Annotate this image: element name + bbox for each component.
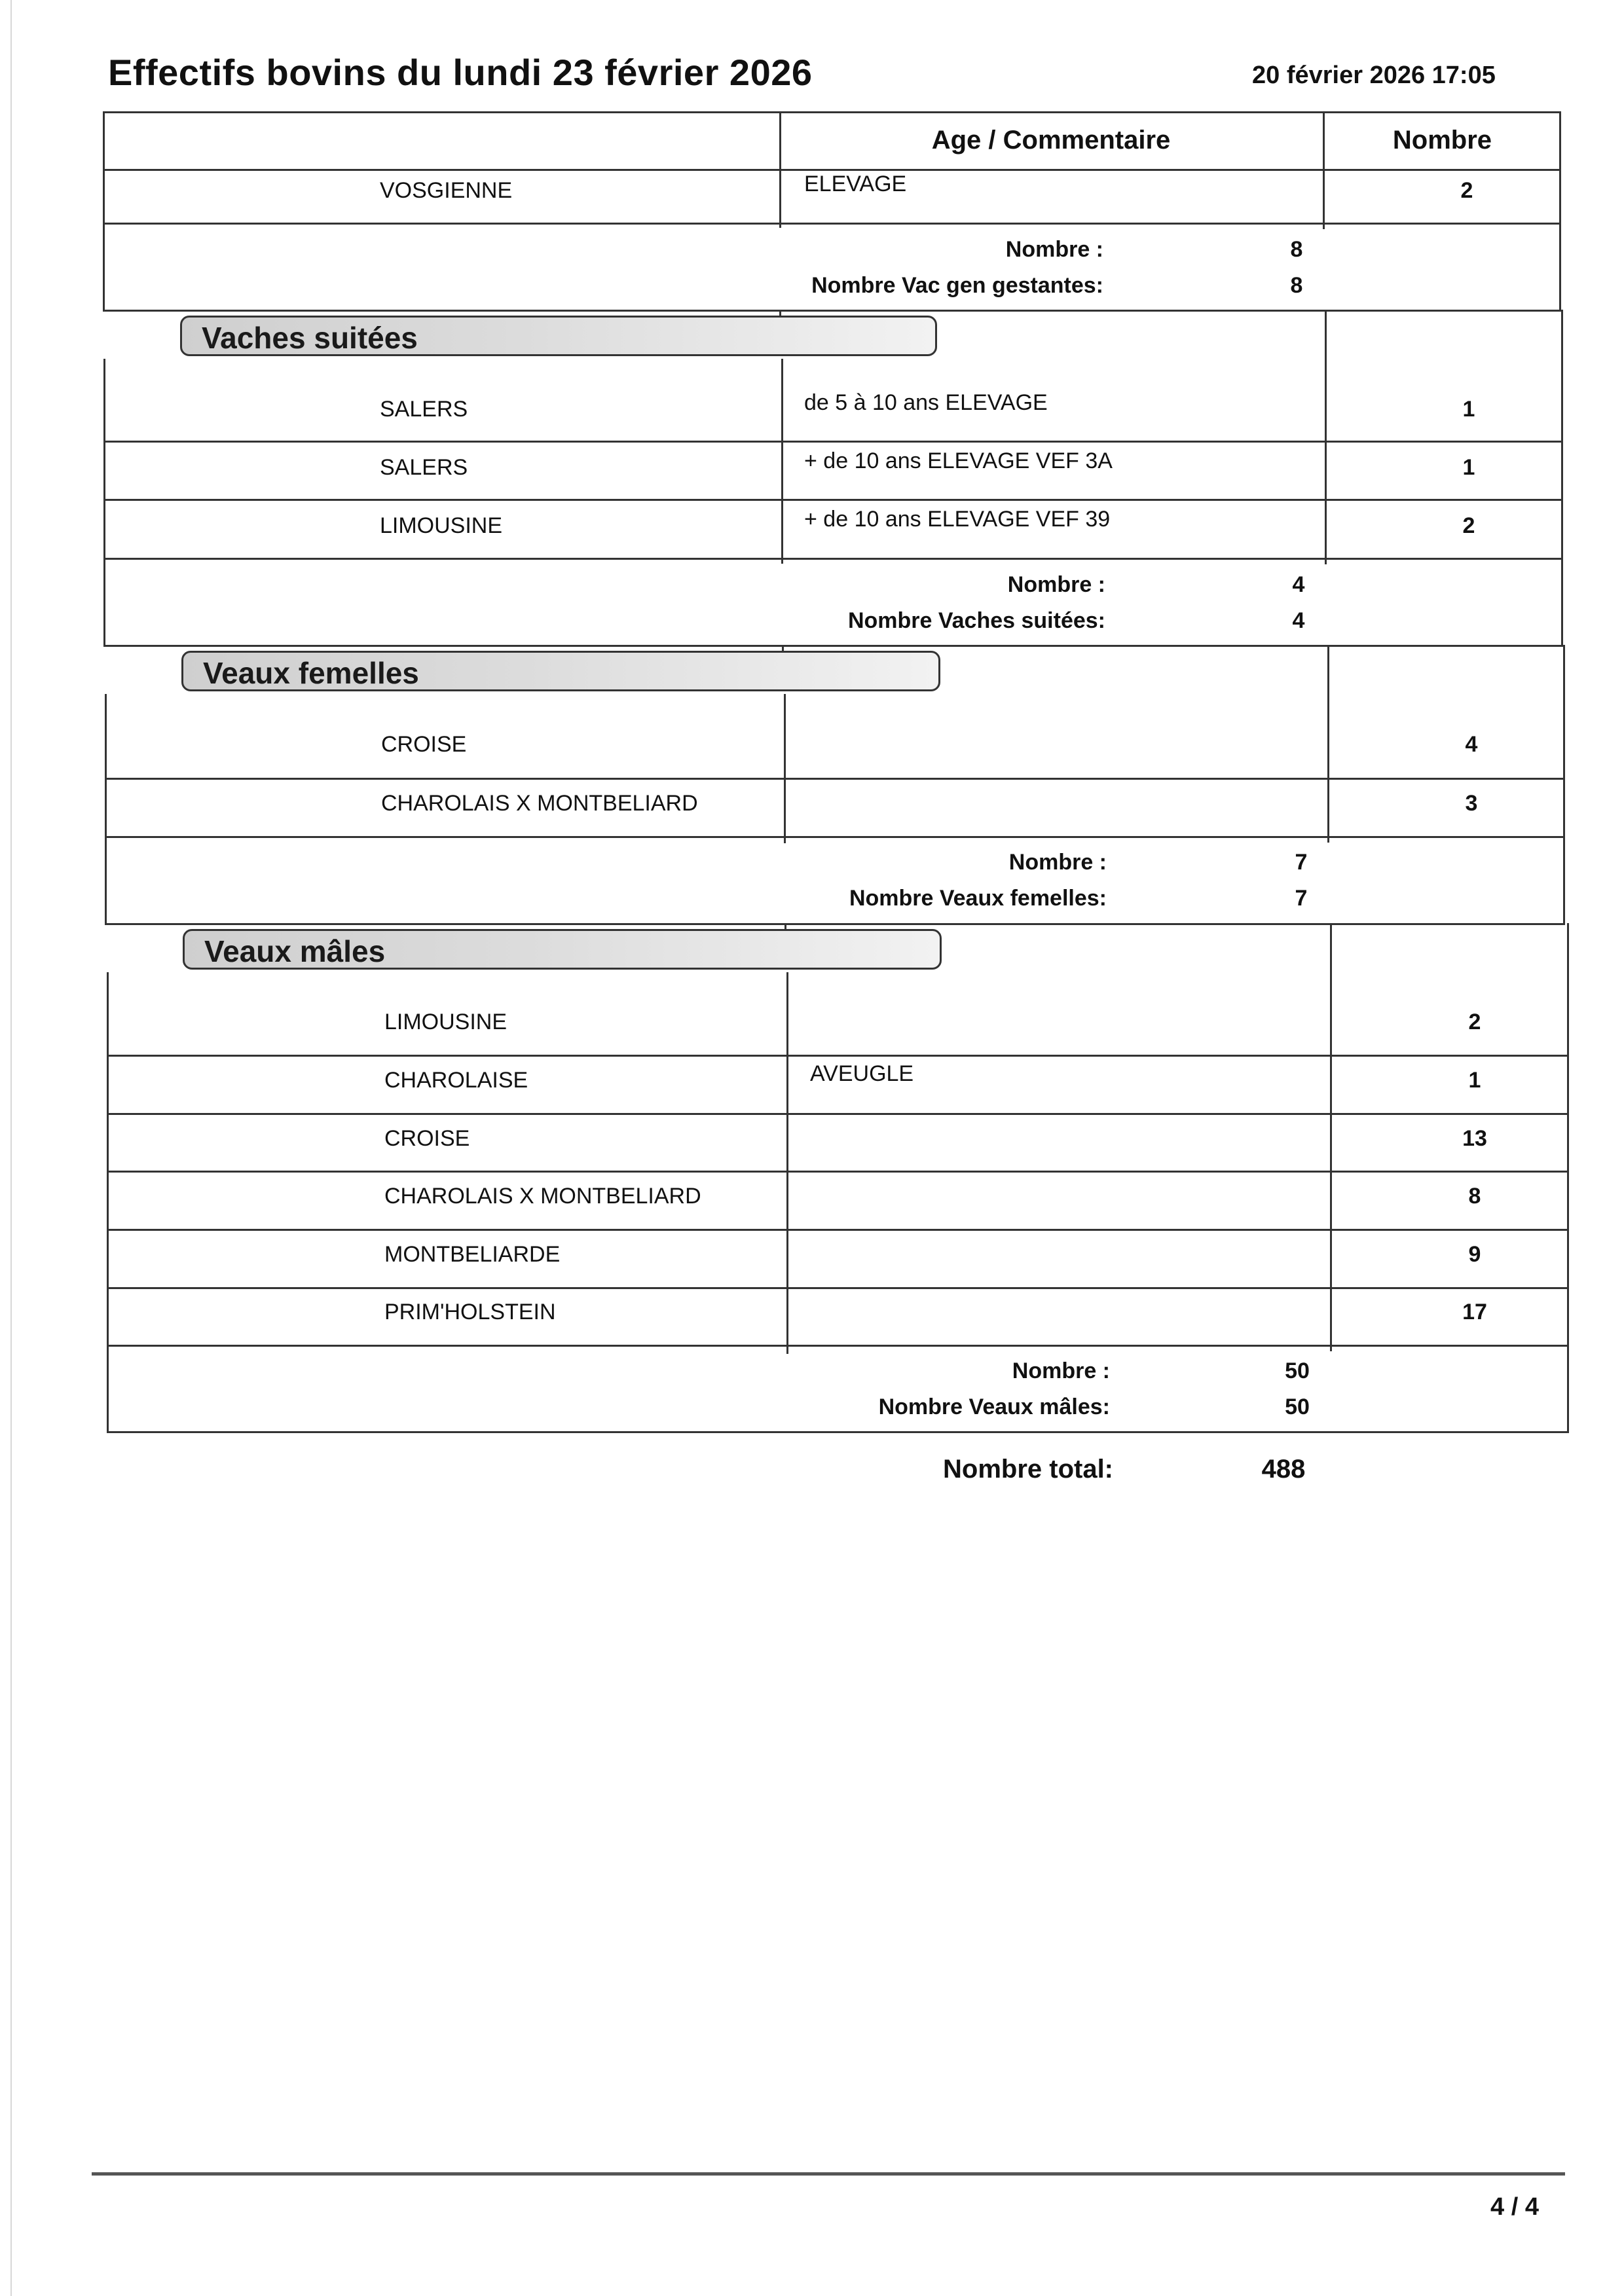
column-divider — [781, 359, 783, 564]
comment-cell: + de 10 ans ELEVAGE VEF 39 — [804, 507, 1111, 532]
summary-count-label: Nombre : — [1012, 1358, 1110, 1383]
summary-left-border — [107, 1345, 109, 1433]
count-cell: 17 — [1462, 1300, 1487, 1324]
comment-cell: de 5 à 10 ans ELEVAGE — [804, 390, 1048, 415]
section-title: Vaches suitées — [202, 321, 418, 355]
comment-cell: + de 10 ans ELEVAGE VEF 3A — [804, 448, 1113, 473]
breed-cell: SALERS — [380, 397, 468, 422]
header-bottom-border — [103, 169, 1561, 171]
row-divider — [103, 441, 1563, 443]
summary-group-label: Nombre Veaux mâles: — [878, 1394, 1110, 1419]
column-divider — [786, 972, 788, 1354]
count-cell: 4 — [1465, 732, 1478, 757]
row-divider — [107, 1229, 1569, 1231]
grand-total-value: 488 — [1261, 1455, 1306, 1484]
column-tick — [1327, 836, 1329, 843]
summary-count-value: 8 — [1290, 237, 1303, 262]
count-cell: 1 — [1462, 397, 1475, 422]
summary-count-value: 7 — [1295, 850, 1308, 875]
summary-count-label: Nombre : — [1005, 237, 1103, 262]
row-divider — [107, 1345, 1569, 1347]
summary-bottom-border — [103, 310, 1561, 312]
column-divider — [779, 111, 781, 228]
summary-group-label: Nombre Vac gen gestantes: — [811, 273, 1103, 298]
count-cell: 1 — [1468, 1068, 1481, 1093]
summary-bottom-border — [105, 923, 1565, 925]
summary-left-border — [103, 558, 105, 645]
summary-right-border — [1567, 1345, 1569, 1433]
summary-group-value: 4 — [1292, 608, 1305, 633]
column-tick — [1325, 558, 1327, 564]
summary-count-value: 50 — [1285, 1358, 1310, 1383]
row-divider — [107, 1055, 1569, 1057]
breed-cell: SALERS — [380, 455, 468, 480]
breed-cell: CHAROLAISE — [384, 1068, 528, 1093]
count-cell: 2 — [1460, 178, 1473, 203]
breed-cell: CHAROLAIS X MONTBELIARD — [381, 791, 698, 816]
row-divider — [103, 223, 1561, 225]
column-divider — [784, 694, 786, 843]
count-cell: 1 — [1462, 455, 1475, 480]
scan-edge-line — [10, 0, 12, 2296]
table-right-border — [1561, 310, 1563, 558]
comment-cell: ELEVAGE — [804, 172, 907, 196]
summary-group-value: 8 — [1290, 273, 1303, 298]
summary-bottom-border — [103, 645, 1563, 647]
row-divider — [103, 558, 1563, 560]
count-cell: 9 — [1468, 1242, 1481, 1267]
breed-cell: CROISE — [381, 732, 467, 757]
breed-cell: CROISE — [384, 1126, 470, 1151]
breed-cell: MONTBELIARDE — [384, 1242, 561, 1267]
table-left-border — [107, 972, 109, 1349]
breed-cell: PRIM'HOLSTEIN — [384, 1300, 556, 1324]
count-cell: 2 — [1462, 513, 1475, 538]
column-tick — [782, 645, 784, 651]
breed-cell: VOSGIENNE — [380, 178, 513, 203]
summary-group-label: Nombre Vaches suitées: — [847, 608, 1105, 633]
page-number: 4 / 4 — [1490, 2193, 1539, 2221]
summary-left-border — [103, 223, 105, 310]
section-banner-veaux-femelles — [181, 651, 940, 691]
section-title: Veaux mâles — [204, 934, 386, 968]
grand-total-label: Nombre total: — [943, 1455, 1113, 1484]
row-divider — [105, 778, 1565, 780]
count-cell: 2 — [1468, 1010, 1481, 1034]
count-cell: 13 — [1462, 1126, 1487, 1151]
column-divider — [1325, 310, 1327, 558]
footer-rule — [92, 2172, 1565, 2176]
summary-left-border — [105, 836, 107, 923]
column-divider — [1323, 111, 1325, 228]
section-banner-veaux-males — [183, 929, 942, 970]
print-date: 20 février 2026 17:05 — [1252, 62, 1496, 89]
row-divider — [107, 1287, 1569, 1289]
column-divider — [1327, 645, 1329, 838]
row-divider — [107, 1171, 1569, 1173]
section-title: Veaux femelles — [203, 656, 419, 690]
summary-right-border — [1561, 558, 1563, 645]
column-divider — [1330, 923, 1332, 1349]
row-divider — [107, 1113, 1569, 1115]
column-tick — [779, 310, 781, 316]
breed-cell: LIMOUSINE — [380, 513, 503, 538]
count-cell: 8 — [1468, 1184, 1481, 1209]
summary-count-label: Nombre : — [1007, 572, 1105, 597]
table-right-border — [1559, 111, 1561, 223]
table-right-border — [1567, 923, 1569, 1349]
column-tick — [1330, 1345, 1332, 1351]
row-divider — [103, 499, 1563, 501]
breed-cell: CHAROLAIS X MONTBELIARD — [384, 1184, 701, 1209]
count-cell: 3 — [1465, 791, 1478, 816]
summary-right-border — [1559, 223, 1561, 310]
section-banner-vaches-suitees — [180, 316, 937, 356]
summary-group-value: 7 — [1295, 886, 1308, 911]
column-tick — [784, 923, 786, 930]
table-right-border — [1563, 645, 1565, 838]
summary-count-label: Nombre : — [1008, 850, 1107, 875]
summary-group-label: Nombre Veaux femelles: — [849, 886, 1107, 911]
summary-group-value: 50 — [1285, 1394, 1310, 1419]
row-divider — [105, 836, 1565, 838]
column-tick — [1323, 223, 1325, 229]
column-header-count: Nombre — [1392, 126, 1492, 155]
summary-right-border — [1563, 836, 1565, 923]
table-left-border — [103, 359, 105, 558]
table-left-border — [103, 111, 105, 223]
table-top-border — [103, 111, 1561, 113]
table-left-border — [105, 694, 107, 838]
page-title: Effectifs bovins du lundi 23 février 2026 — [108, 52, 813, 93]
comment-cell: AVEUGLE — [810, 1061, 914, 1086]
breed-cell: LIMOUSINE — [384, 1010, 507, 1034]
column-header-age-comment: Age / Commentaire — [931, 126, 1171, 155]
table-bottom-border — [107, 1431, 1569, 1433]
summary-count-value: 4 — [1292, 572, 1305, 597]
